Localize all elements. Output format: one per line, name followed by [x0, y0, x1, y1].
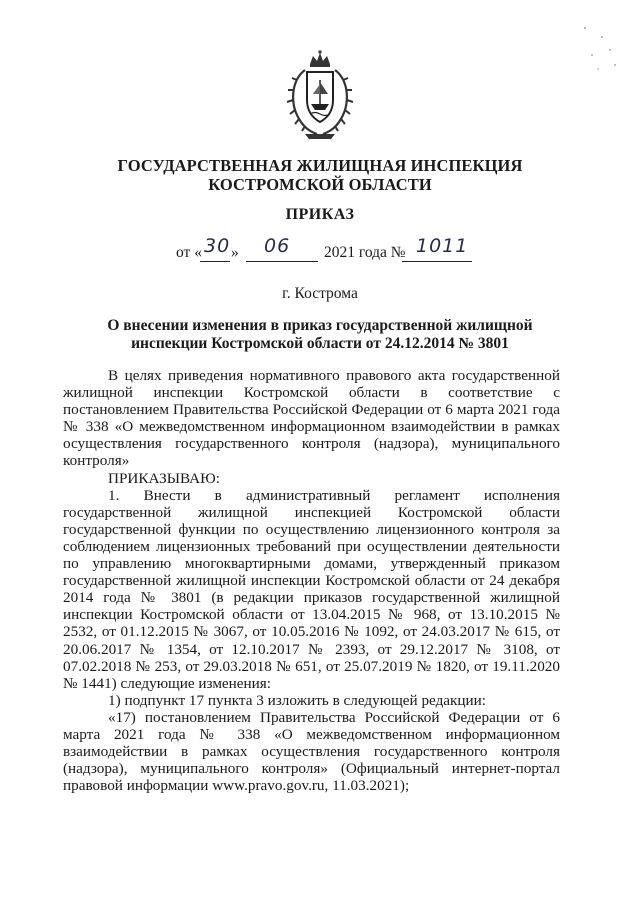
subject-line1: О внесении изменения в приказ государственной жилищной — [107, 317, 533, 334]
document-type: ПРИКАЗ — [285, 206, 355, 223]
scan-specks — [580, 25, 620, 75]
date-year-text: 2021 года № — [324, 244, 406, 261]
place-of-issue: г. Кострома — [282, 285, 358, 302]
subitem-1-paragraph: 1) подпункт 17 пункта 3 изложить в следующей редакции: — [108, 691, 487, 709]
date-month-underline — [246, 261, 318, 262]
organization-name-line1: ГОСУДАРСТВЕННАЯ ЖИЛИЩНАЯ ИНСПЕКЦИЯ — [117, 156, 523, 175]
quoted-subitem-17: «17) постановлением Правительства Российской Федерации от 6 марта 2021 года № 338 «О межведомственном информационном взаимодействии в рамках осуществления государственного контроля (надзора), муниципального контроля» (Официальный интернет-портал правовой информации www.pravo.gov.ru, 11.03.2021); — [63, 708, 560, 795]
date-month-handwritten: 06 — [264, 235, 291, 257]
doc-number-handwritten: 1011 — [416, 235, 469, 257]
coat-of-arms-emblem — [283, 50, 357, 142]
intro-paragraph: В целях приведения нормативного правового акта государственной жилищной инспекции Костромской области в соответствие с постановлением Правительства Российской Федерации от 6 марта 2021 года № 338 «О межведомственном информационном взаимодействии в рамках осуществления государственного контроля (надзора), муниципального контроля» — [63, 367, 560, 470]
subject-line2: инспекции Костромской области от 24.12.2014 № 3801 — [131, 335, 509, 352]
date-day-underline — [200, 261, 230, 262]
organization-name-line2: КОСТРОМСКОЙ ОБЛАСТИ — [208, 175, 432, 194]
item-1-paragraph: 1. Внести в административный регламент исполнения государственной жилищной инспекцией Костромской области государственной функции по осуществлению лицензионного контроля за соблюдением лицензионных требований при осуществлении деятельности по управлению многоквартирными домами, утвержденный приказом государственной жилищной инспекции Костромской области от 24 декабря 2014 года № 3801 (в редакции приказов государственной жилищной инспекции Костромской области от 13.04.2015 № 968, от 13.10.2015 № 2532, от 01.12.2015 № 3067, от 10.05.2016 № 1092, от 24.03.2017 № 615, от 20.06.2017 № 1354, от 12.10.2017 № 2393, от 29.12.2017 № 3108, от 07.02.2018 № 253, от 29.03.2018 № 651, от 25.07.2019 № 1820, от 19.11.2020 № 1441) следующие изменения: — [63, 486, 560, 692]
date-day-handwritten: 30 — [204, 235, 231, 257]
doc-number-underline — [402, 261, 472, 262]
date-separator: » — [231, 244, 239, 261]
document-body — [63, 367, 560, 794]
date-prefix: от « — [176, 244, 202, 261]
order-word: ПРИКАЗЫВАЮ: — [108, 469, 220, 487]
